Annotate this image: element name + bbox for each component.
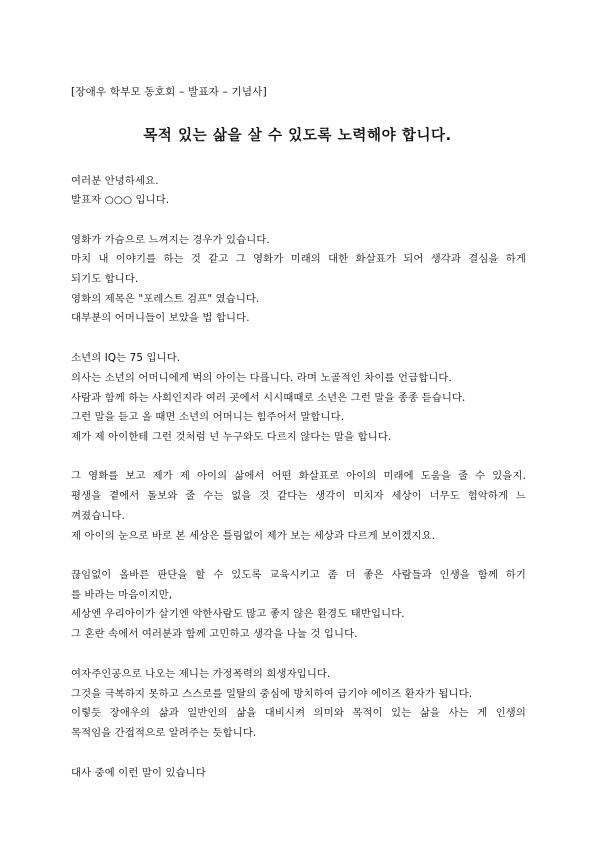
text-line: 제가 제 아이한테 그런 것처럼 넌 누구와도 다르지 않다는 말을 합니다. xyxy=(71,431,392,443)
text-line: 껴졌습니다. xyxy=(71,510,125,522)
text-line: 소년의 IQ는 75 입니다. xyxy=(71,352,181,364)
text-line: 평생을 곁에서 돌보와 줄 수는 없을 것 같다는 생각이 미치자 세상이 너무도 험악하게 느 xyxy=(71,490,526,502)
text-line: 사람과 함께 하는 사회인지라 여러 곳에서 시시때때로 소년은 그런 말을 종종 듣습니다. xyxy=(71,392,466,404)
text-line: 영화가 가슴으로 느껴지는 경우가 있습니다. xyxy=(71,234,270,246)
text-line: 여자주인공으로 나오는 제니는 가정폭력의 희생자입니다. xyxy=(71,668,331,680)
page-title: 목적 있는 삶을 살 수 있도록 노력해야 합니다. xyxy=(143,128,452,144)
text-line: 이렇듯 장애우의 삶과 일반인의 삶을 대비시켜 의미와 목적이 있는 삶을 사는 게 인생의 xyxy=(71,707,526,719)
text-line: 그 영화를 보고 제가 제 아이의 삶에서 어떤 화살표로 아이의 미래에 도움을 줄 수 있을지. xyxy=(71,470,526,482)
text-line: 그런 말을 듣고 올 때면 소년의 어머니는 힘주어서 말합니다. xyxy=(71,411,345,423)
text-line: 되기도 합니다. xyxy=(71,273,139,285)
text-line: 대사 중에 이런 말이 있습니다 xyxy=(71,767,206,779)
text-line: 목적임을 간접적으로 알려주는 듯합니다. xyxy=(71,727,257,739)
text-line: 그 혼란 속에서 여러분과 함께 고민하고 생각을 나눌 것 입니다. xyxy=(71,628,358,640)
text-line: 세상엔 우리아이가 살기엔 악한사람도 많고 좋지 않은 환경도 태반입니다. xyxy=(71,608,405,620)
text-line: 여러분 안녕하세요. xyxy=(71,175,159,187)
text-line: 제 아이의 눈으로 바로 본 세상은 틀림없이 제가 보는 세상과 다르게 보이겠지요. xyxy=(71,530,436,542)
text-line: 마치 내 이야기를 하는 것 같고 그 영화가 미래의 대한 화살표가 되어 생각과 결심을 하게 xyxy=(71,253,526,265)
text-line: 끊임없이 올바른 판단을 할 수 있도록 교육시키고 좀 더 좋은 사람들과 인생을 함께 하기 xyxy=(71,569,526,581)
text-line: 를 바라는 마음이지만, xyxy=(71,589,173,601)
text-line: 그것을 극복하지 못하고 스스로를 일탈의 중심에 방치하여 급기야 에이즈 환자가 됩니다. xyxy=(71,688,473,700)
text-line: 대부분의 어머니들이 보았을 법 합니다. xyxy=(71,312,250,324)
header-tag: [장애우 학부모 동호회 – 발표자 – 기념사] xyxy=(71,86,267,98)
text-line: 영화의 제목은 "포레스트 검프" 였습니다. xyxy=(71,293,260,305)
text-line: 발표자 ○○○ 입니다. xyxy=(71,194,170,206)
text-line: 의사는 소년의 어머니에게 벅의 아이는 다릅니다. 라며 노골적인 차이를 언급합니다. xyxy=(71,372,452,384)
